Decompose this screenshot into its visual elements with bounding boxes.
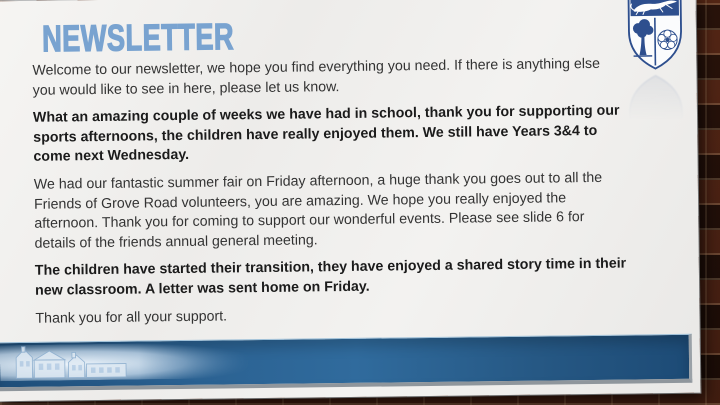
newsletter-body [32,54,683,337]
page-title: NEWSLETTER [41,16,235,60]
school-crest-logo [624,0,687,72]
greyhound-icon [630,0,679,16]
school-building-image [0,342,252,381]
newsletter-paragraph: We had our fantastic summer fair on Friday afternoon, a huge thank you goes out to all the Friends of Grove Road volunteers, you are amazing. We hope you really enjoyed the afternoon. Thank you for coming to support our wonderful events. Please see slide 6 for details of the friends annual general meeting. [33,169,603,252]
newsletter-paragraph: Thank you for all your support. [35,307,228,327]
newsletter-paragraph: The children have started their transition, they have enjoyed a shared story time in their new classroom. A letter was sent home on Friday. [34,255,627,299]
newsletter-paragraph: Welcome to our newsletter, we hope you find everything you need. If there is anything else you would like to see in here, please let us know. [32,55,601,99]
school-crest-reflection [625,73,688,150]
school-building-icon [0,342,252,381]
school-crest-shield-icon [624,0,687,72]
footer-bar [0,334,692,391]
yorkshire-rose-icon [658,30,677,50]
newsletter-paragraph: What an amazing couple of weeks we have had in school, thank you for supporting our sports afternoons, the children have really enjoyed them. We still have Years 3&4 to come next Wednesday. [32,102,620,166]
